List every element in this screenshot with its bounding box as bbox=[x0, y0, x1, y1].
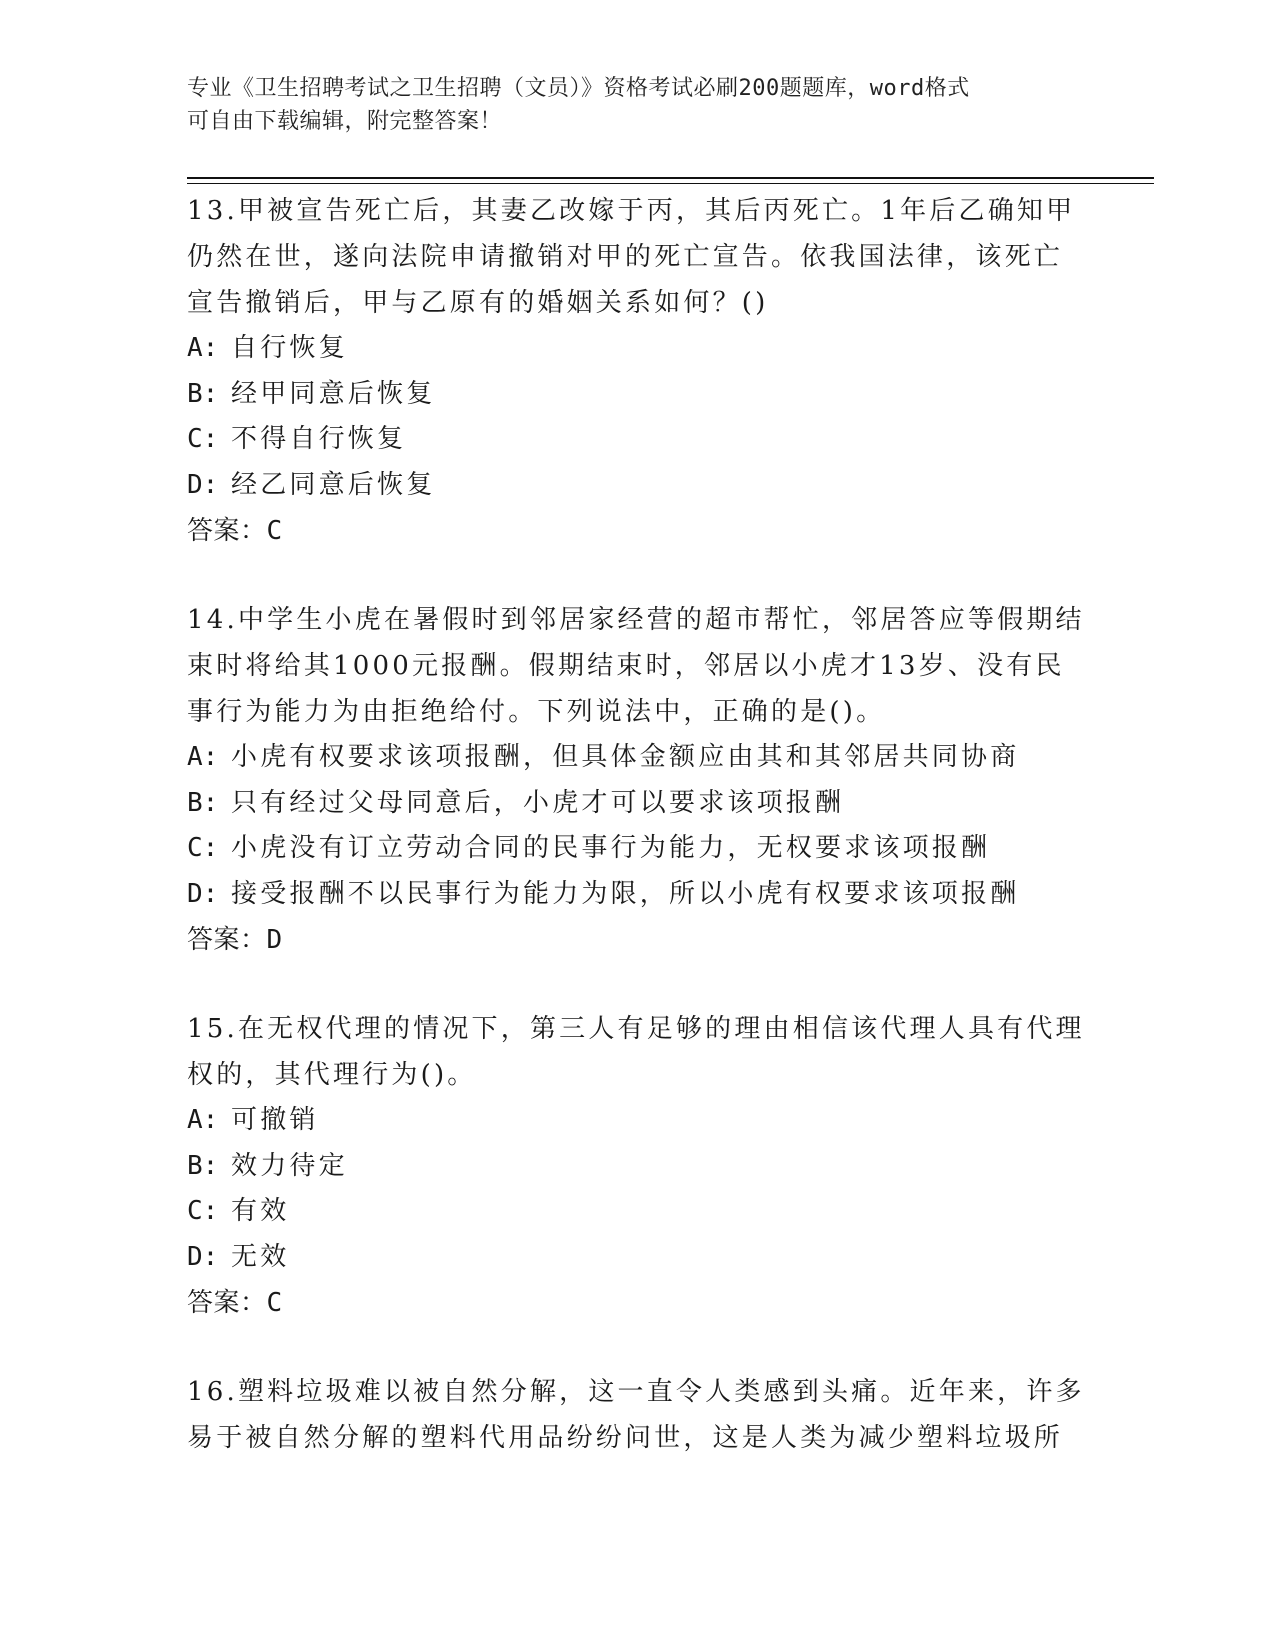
option-key: A: bbox=[187, 333, 219, 363]
answer-line bbox=[187, 917, 1087, 963]
option-key: C: bbox=[187, 833, 219, 863]
question-15 bbox=[187, 1006, 1087, 1326]
option-a bbox=[187, 1098, 1087, 1144]
question-text: 16.塑料垃圾难以被自然分解，这一直令人类感到头痛。近年来，许多易于被自然分解的塑料代用品纷纷问世，这是人类为减少塑料垃圾所 bbox=[187, 1377, 1085, 1453]
option-text: 小虎没有订立劳动合同的民事行为能力，无权要求该项报酬 bbox=[231, 833, 991, 863]
document-header bbox=[187, 72, 1087, 138]
option-text: 无效 bbox=[231, 1241, 290, 1272]
option-text: 经甲同意后恢复 bbox=[231, 378, 436, 409]
option-text: 效力待定 bbox=[231, 1150, 348, 1181]
option-c bbox=[187, 826, 1087, 872]
option-key: C: bbox=[187, 1196, 219, 1226]
question-13 bbox=[187, 188, 1087, 554]
option-key: B: bbox=[187, 1150, 219, 1181]
answer-label: 答案： bbox=[187, 516, 267, 546]
option-key: B: bbox=[187, 787, 219, 818]
answer-label: 答案： bbox=[187, 925, 267, 955]
option-b bbox=[187, 372, 1087, 418]
option-text: 不得自行恢复 bbox=[231, 424, 407, 454]
option-key: C: bbox=[187, 424, 219, 454]
header-line-2: 可自由下载编辑，附完整答案！ bbox=[187, 109, 503, 134]
option-key: D: bbox=[187, 469, 219, 500]
answer-line bbox=[187, 508, 1087, 554]
header-divider-thick bbox=[187, 177, 1154, 179]
question-text: 14.中学生小虎在暑假时到邻居家经营的超市帮忙，邻居答应等假期结束时将给其1000元报酬。假期结束时，邻居以小虎才13岁、没有民事行为能力为由拒绝给付。下列说法中，正确的是()。 bbox=[187, 605, 1085, 727]
option-a bbox=[187, 326, 1087, 372]
header-divider-thin bbox=[187, 183, 1154, 184]
option-text: 经乙同意后恢复 bbox=[231, 469, 436, 500]
option-text: 接受报酬不以民事行为能力为限，所以小虎有权要求该项报酬 bbox=[231, 878, 1020, 909]
question-list bbox=[187, 188, 1087, 1504]
option-text: 可撤销 bbox=[231, 1105, 319, 1135]
option-key: D: bbox=[187, 878, 219, 909]
header-line-1: 专业《卫生招聘考试之卫生招聘（文员）》资格考试必刷200题题库，word格式 bbox=[187, 76, 970, 101]
option-c bbox=[187, 417, 1087, 463]
option-d bbox=[187, 872, 1087, 918]
answer-value: C bbox=[266, 1288, 283, 1318]
option-key: D: bbox=[187, 1241, 219, 1272]
option-text: 自行恢复 bbox=[231, 333, 348, 363]
answer-value: D bbox=[266, 925, 283, 955]
option-key: A: bbox=[187, 742, 219, 772]
question-14 bbox=[187, 597, 1087, 963]
option-b bbox=[187, 1144, 1087, 1190]
option-text: 小虎有权要求该项报酬，但具体金额应由其和其邻居共同协商 bbox=[231, 742, 1020, 772]
option-key: B: bbox=[187, 378, 219, 409]
question-text: 15.在无权代理的情况下，第三人有足够的理由相信该代理人具有代理权的，其代理行为()。 bbox=[187, 1014, 1085, 1090]
option-text: 只有经过父母同意后，小虎才可以要求该项报酬 bbox=[231, 787, 845, 818]
answer-value: C bbox=[266, 516, 283, 546]
question-16 bbox=[187, 1369, 1087, 1461]
option-b bbox=[187, 781, 1087, 827]
option-text: 有效 bbox=[231, 1196, 290, 1226]
option-d bbox=[187, 1235, 1087, 1281]
option-a bbox=[187, 735, 1087, 781]
option-key: A: bbox=[187, 1105, 219, 1135]
answer-line bbox=[187, 1280, 1087, 1326]
option-d bbox=[187, 463, 1087, 509]
question-text: 13.甲被宣告死亡后，其妻乙改嫁于丙，其后丙死亡。1年后乙确知甲仍然在世，遂向法院申请撤销对甲的死亡宣告。依我国法律，该死亡宣告撤销后，甲与乙原有的婚姻关系如何？() bbox=[187, 196, 1076, 318]
option-c bbox=[187, 1189, 1087, 1235]
answer-label: 答案： bbox=[187, 1288, 267, 1318]
